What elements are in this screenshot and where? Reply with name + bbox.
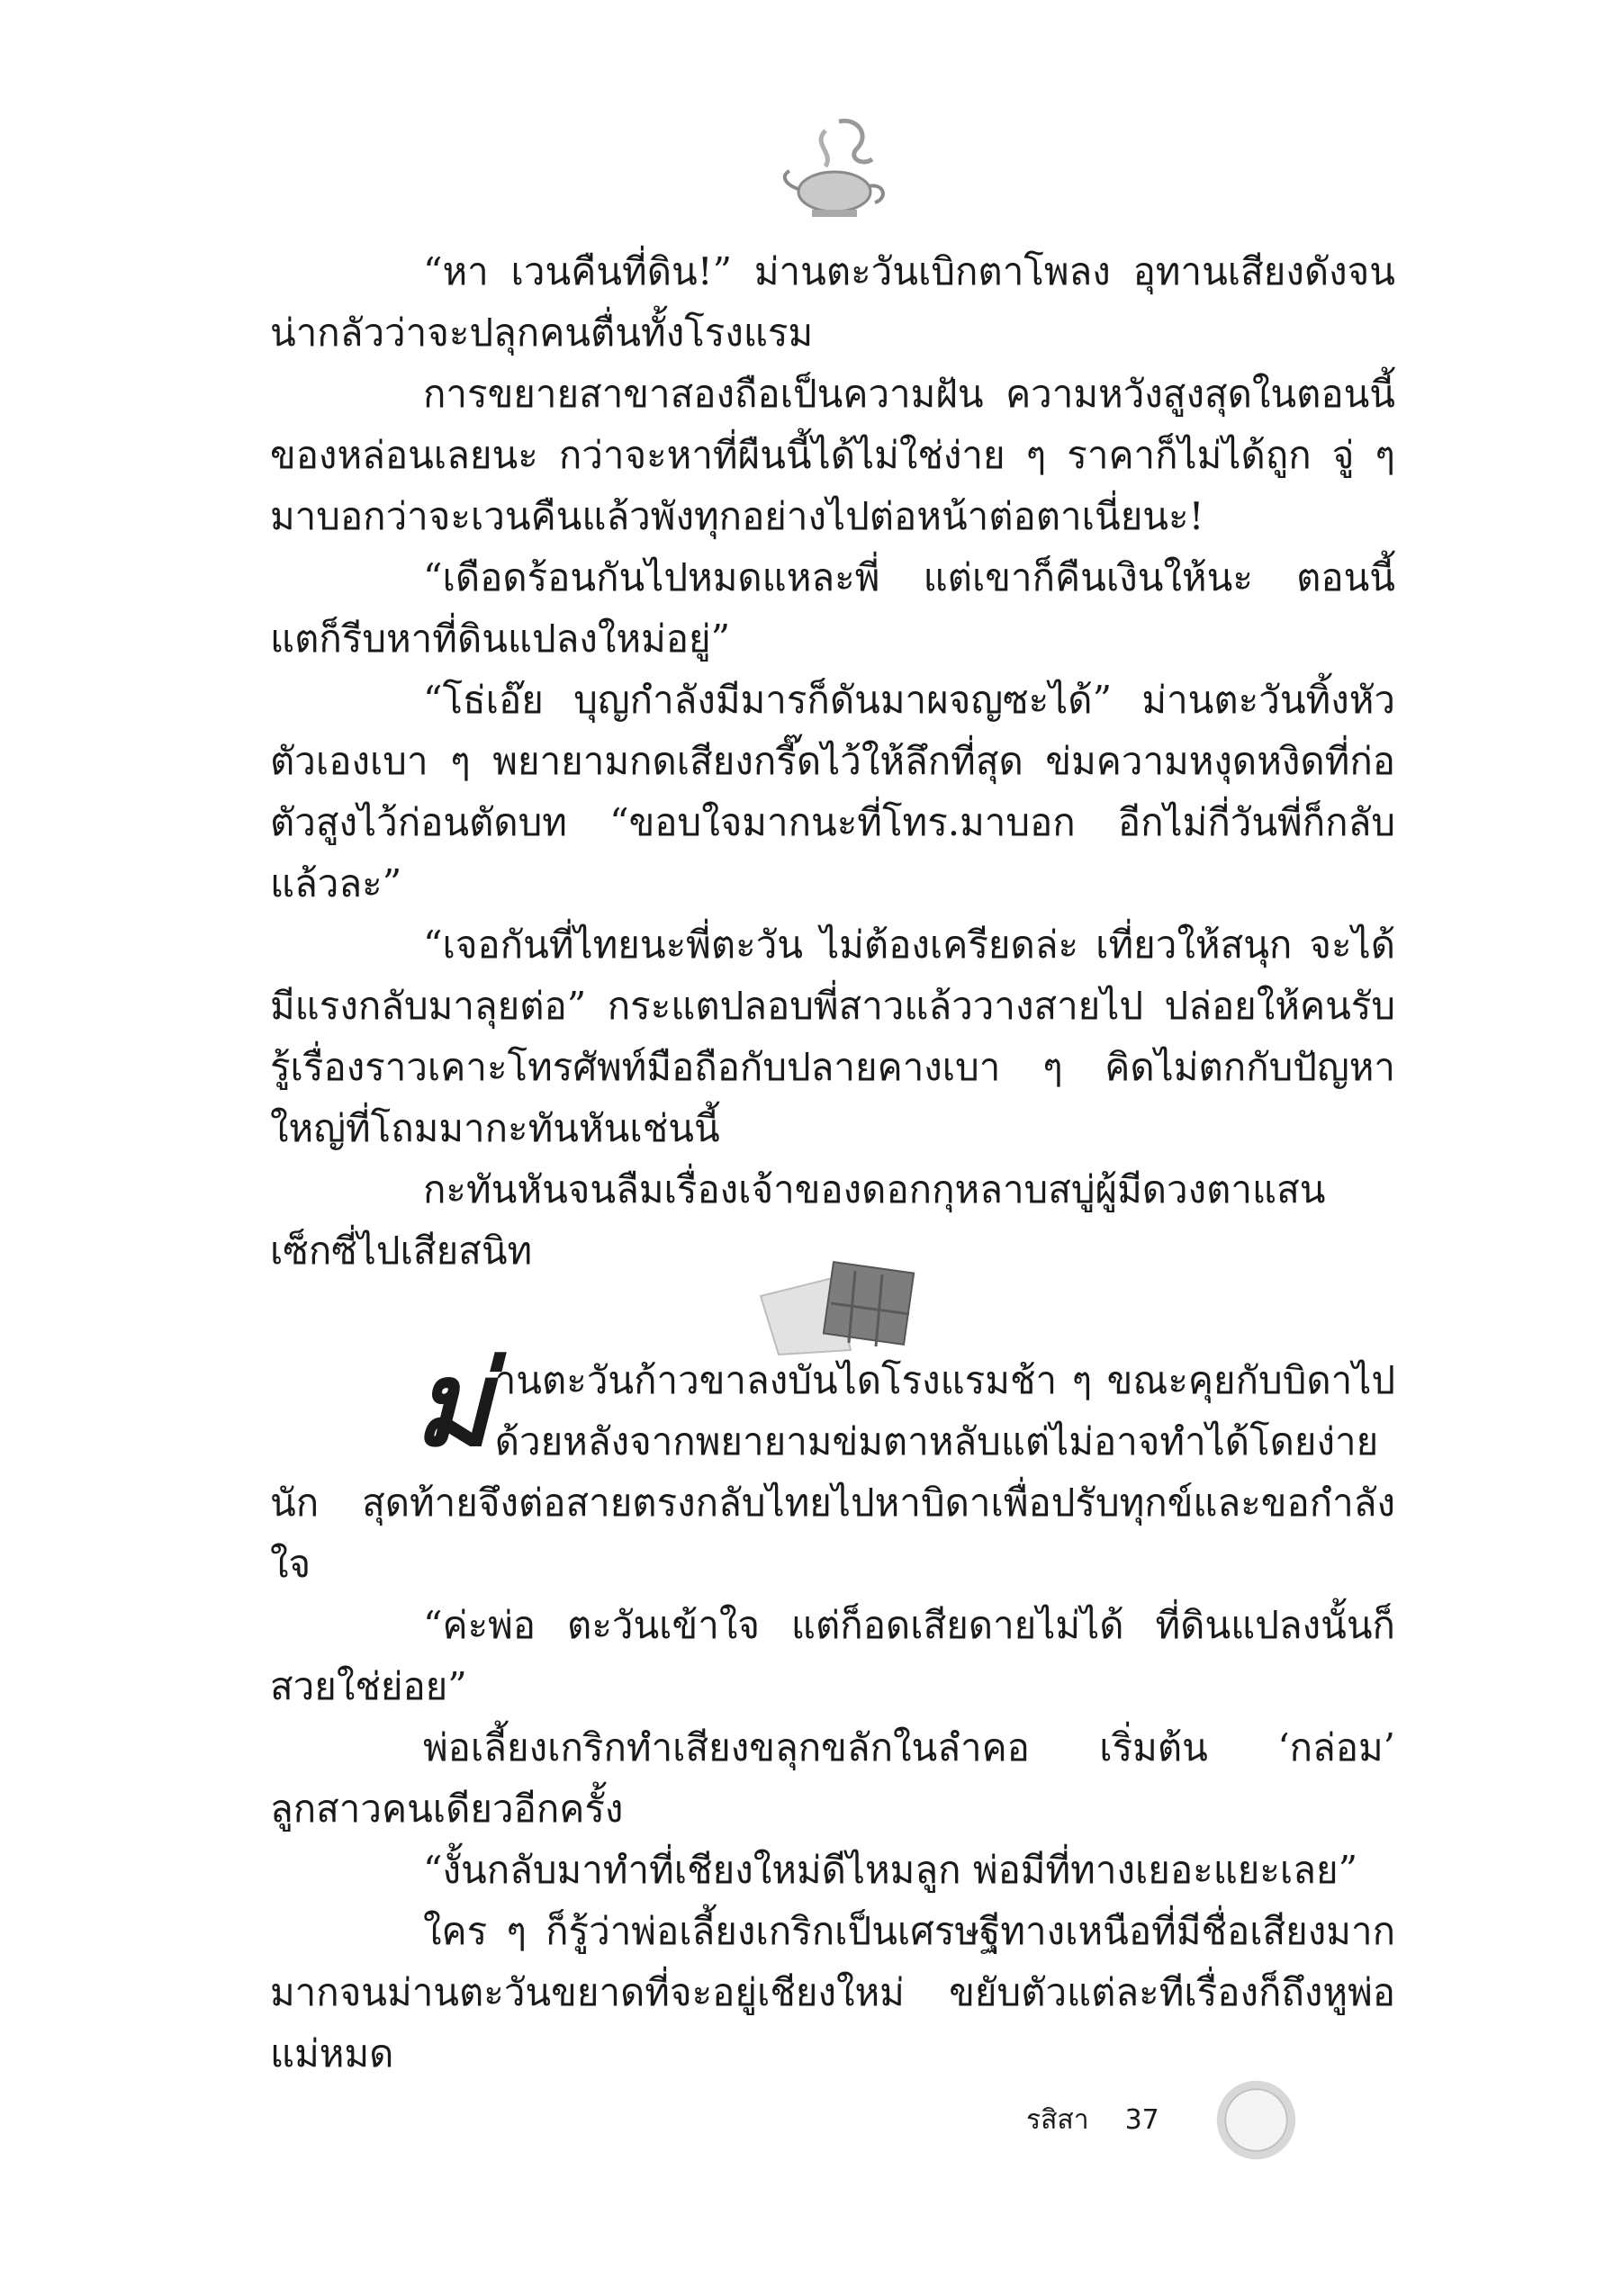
paragraph-text: านตะวันก้าวขาลงบันไดโรงแรมช้า ๆ ขณะคุยกับบิดาไปด้วยหลังจากพยายามข่มตาหลับแต่ไม่อาจทำได้โดยง่ายนัก สุดท้ายจึงต่อสายตรงกลับไทยไปหาบิดาเพื่อปรับทุกข์และขอกำลังใจ (270, 1358, 1395, 1586)
text-block-bottom (270, 1335, 1395, 2084)
paragraph: การขยายสาขาสองถือเป็นความฝัน ความหวังสูงสุดในตอนนี้ของหล่อนเลยนะ กว่าจะหาที่ผืนนี้ได้ไม่ใช่ง่าย ๆ ราคาก็ไม่ได้ถูก จู่ ๆ มาบอกว่าจะเวนคืนแล้วพังทุกอย่างไปต่อหน้าต่อตาเนี่ยนะ! (270, 372, 1395, 538)
paragraph: ใคร ๆ ก็รู้ว่าพ่อเลี้ยงเกริกเป็นเศรษฐีทางเหนือที่มีชื่อเสียงมาก มากจนม่านตะวันขยาดที่จะอยู่เชียงใหม่ ขยับตัวแต่ละทีเรื่องก็ถึงหูพ่อแม่หมด (270, 1909, 1395, 2075)
page-footer (1026, 2079, 1299, 2160)
chocolate-bar-icon (752, 1260, 932, 1359)
sun-icon (1213, 2077, 1299, 2163)
page-number: 37 (1124, 2103, 1159, 2136)
paragraph: “งั้นกลับมาทำที่เชียงใหม่ดีไหมลูก พ่อมีที่ทางเยอะแยะเลย” (423, 1848, 1358, 1892)
paragraph: พ่อเลี้ยงเกริกทำเสียงขลุกขลักในลำคอ เริ่มต้น ‘กล่อม’ ลูกสาวคนเดียวอีกครั้ง (270, 1725, 1395, 1831)
paragraph: “เดือดร้อนกันไปหมดแหละพี่ แต่เขาก็คืนเงินให้นะ ตอนนี้แตก็รีบหาที่ดินแปลงใหม่อยู่” (270, 555, 1395, 661)
book-title: รสิสา (1026, 2103, 1089, 2136)
paragraph: “เจอกันที่ไทยนะพี่ตะวัน ไม่ต้องเครียดล่ะ เที่ยวให้สนุก จะได้มีแรงกลับมาลุยต่อ” กระแตปลอบพี่สาวแล้ววางสายไป ปล่อยให้คนรับรู้เรื่องราวเคาะโทรศัพท์มือถือกับปลายคางเบา ๆ คิดไม่ตกกับปัญหาใหญ่ที่โถมมากะทันหันเช่นนี้ (270, 923, 1395, 1150)
teapot-steam-icon (771, 113, 897, 230)
drop-cap: ม่ (414, 1335, 491, 1472)
paragraph: “หา เวนคืนที่ดิน!” ม่านตะวันเบิกตาโพลง อุทานเสียงดังจนน่ากลัวว่าจะปลุกคนตื่นทั้งโรงแรม (270, 249, 1395, 355)
paragraph: กะทันหันจนลืมเรื่องเจ้าของดอกกุหลาบสบู่ผู้มีดวงตาแสนเซ็กซี่ไปเสียสนิท (270, 1167, 1326, 1273)
paragraph: “ค่ะพ่อ ตะวันเข้าใจ แต่ก็อดเสียดายไม่ได้ ที่ดินแปลงนั้นก็สวยใช่ย่อย” (270, 1603, 1395, 1708)
paragraph-dropcap (270, 1335, 1395, 1595)
text-block-top (270, 241, 1395, 1282)
paragraph: “โธ่เอ๊ย บุญกำลังมีมารก็ดันมาผจญซะได้” ม่านตะวันทิ้งหัวตัวเองเบา ๆ พยายามกดเสียงกรี๊ดไว้ให้ลึกที่สุด ข่มความหงุดหงิดที่ก่อตัวสูงไว้ก่อนตัดบท “ขอบใจมากนะที่โทร.มาบอก อีกไม่กี่วันพี่ก็กลับแล้วละ” (270, 678, 1395, 905)
